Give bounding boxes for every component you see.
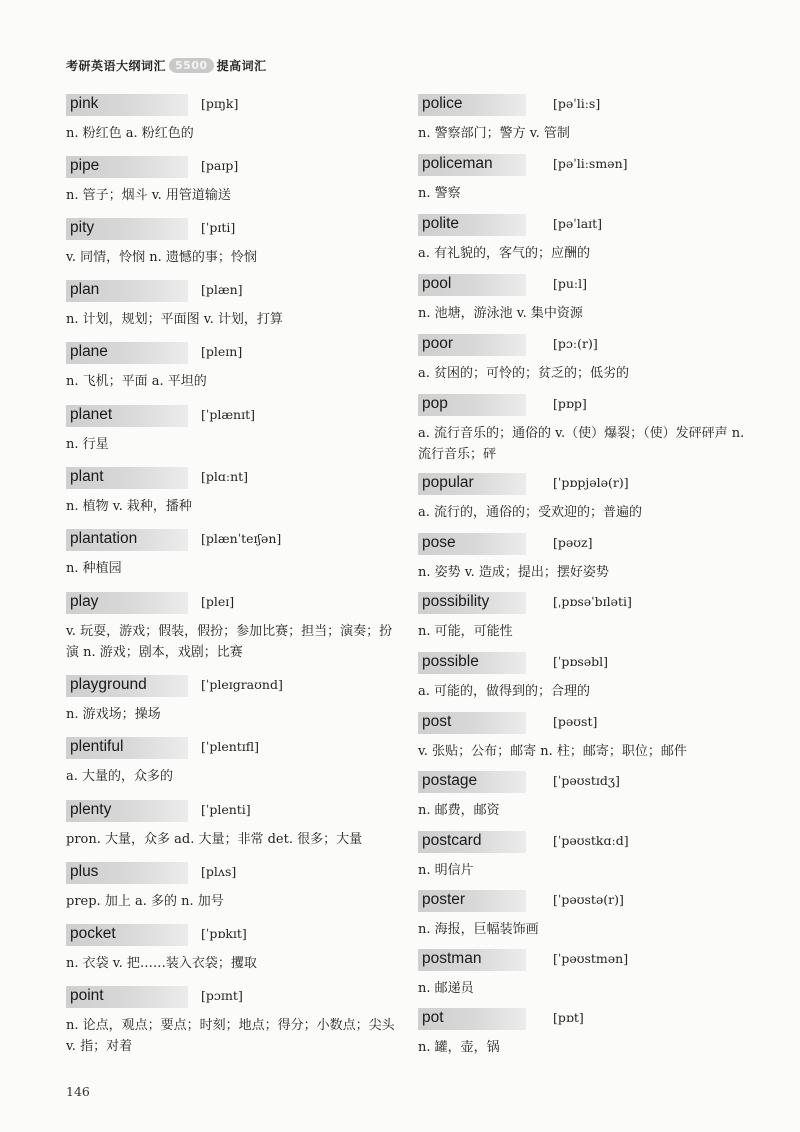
- definition: a. 可能的，做得到的；合理的: [418, 684, 591, 699]
- dictionary-entry: [66, 986, 396, 1057]
- entry-headword-row: [66, 156, 396, 180]
- headword: postcard: [422, 832, 482, 849]
- phonetic: [ˈpleɪgraʊnd]: [201, 677, 283, 692]
- headword: playground: [70, 676, 147, 693]
- phonetic: [pəˈliːsmən]: [553, 156, 628, 171]
- phonetic: [ˈpəʊstmən]: [553, 951, 629, 966]
- entry-headword-row: [418, 533, 748, 557]
- dictionary-entry: [418, 274, 748, 324]
- headword-highlight: [418, 533, 526, 555]
- headword: postage: [422, 772, 478, 789]
- header-badge: 5500: [169, 58, 214, 73]
- entry-headword-row: [418, 334, 748, 358]
- dictionary-entry: [66, 592, 396, 663]
- headword-highlight: [66, 675, 188, 697]
- dictionary-entry: [66, 924, 396, 974]
- definition: n. 警察部门；警方 v. 管制: [418, 126, 570, 141]
- entry-headword-row: [66, 862, 396, 886]
- dictionary-entry: [418, 394, 748, 465]
- headword-highlight: [66, 986, 188, 1008]
- definition: v. 同情，怜悯 n. 遗憾的事；怜悯: [66, 250, 257, 265]
- entry-headword-row: [418, 154, 748, 178]
- dictionary-entry: [66, 156, 396, 206]
- headword-highlight: [66, 467, 188, 489]
- headword: point: [70, 987, 104, 1004]
- headword: postman: [422, 950, 482, 967]
- dictionary-entry: [418, 592, 748, 642]
- phonetic: [ˈpəʊstə(r)]: [553, 892, 624, 907]
- phonetic: [plʌs]: [201, 864, 237, 879]
- headword-highlight: [418, 214, 526, 236]
- dictionary-entry: [418, 473, 748, 523]
- headword: plant: [70, 468, 104, 485]
- definition: n. 罐，壶，锅: [418, 1040, 500, 1055]
- headword-highlight: [66, 218, 188, 240]
- definition: n. 明信片: [418, 863, 474, 878]
- entry-headword-row: [418, 831, 748, 855]
- phonetic: [plænˈteɪʃən]: [201, 531, 282, 546]
- headword: pocket: [70, 925, 116, 942]
- entry-headword-row: [66, 986, 396, 1010]
- headword: pool: [422, 275, 452, 292]
- definition: n. 邮递员: [418, 981, 474, 996]
- headword-highlight: [418, 949, 526, 971]
- headword: plan: [70, 281, 100, 298]
- headword: popular: [422, 474, 474, 491]
- definition: n. 植物 v. 栽种，播种: [66, 499, 192, 514]
- headword: plus: [70, 863, 99, 880]
- headword-highlight: [418, 652, 526, 674]
- definition: n. 衣袋 v. 把……装入衣袋；攫取: [66, 956, 257, 971]
- definition: n. 行星: [66, 437, 109, 452]
- phonetic: [pəʊz]: [553, 535, 593, 550]
- entry-headword-row: [418, 1008, 748, 1032]
- dictionary-entry: [66, 467, 396, 517]
- definition: n. 警察: [418, 186, 461, 201]
- headword: poor: [422, 335, 454, 352]
- headword-highlight: [66, 529, 188, 551]
- headword-highlight: [418, 94, 526, 116]
- entry-headword-row: [418, 274, 748, 298]
- header-subtitle: 提高词汇: [216, 59, 267, 73]
- headword-highlight: [418, 334, 526, 356]
- dictionary-entry: [418, 94, 748, 144]
- phonetic: [ˈpɒsəbl]: [553, 654, 609, 669]
- headword-highlight: [418, 890, 526, 912]
- definition: a. 流行音乐的；通俗的 v.（使）爆裂；（使）发砰砰声 n. 流行音乐；砰: [418, 426, 745, 462]
- phonetic: [pɒt]: [553, 1010, 584, 1025]
- phonetic: [ˌpɒsəˈbɪləti]: [553, 594, 632, 609]
- headword: poster: [422, 891, 466, 908]
- entry-headword-row: [418, 94, 748, 118]
- headword-highlight: [418, 831, 526, 853]
- phonetic: [plæn]: [201, 282, 243, 297]
- dictionary-entry: [66, 529, 396, 579]
- definition: n. 粉红色 a. 粉红色的: [66, 126, 194, 141]
- entry-headword-row: [418, 652, 748, 676]
- headword-highlight: [418, 154, 526, 176]
- headword-highlight: [418, 1008, 526, 1030]
- phonetic: [pɔː(r)]: [553, 336, 598, 351]
- phonetic: [pɪŋk]: [201, 96, 239, 111]
- headword-highlight: [66, 737, 188, 759]
- headword-highlight: [66, 94, 188, 116]
- dictionary-entry: [66, 280, 396, 330]
- definition: n. 飞机；平面 a. 平坦的: [66, 374, 207, 389]
- headword-highlight: [418, 274, 526, 296]
- headword-highlight: [66, 405, 188, 427]
- definition: n. 可能，可能性: [418, 624, 513, 639]
- headword-highlight: [66, 862, 188, 884]
- headword-highlight: [66, 342, 188, 364]
- definition: a. 有礼貌的，客气的；应酬的: [418, 246, 591, 261]
- headword: possible: [422, 653, 479, 670]
- headword: planet: [70, 406, 113, 423]
- dictionary-entry: [418, 831, 748, 881]
- definition: v. 玩耍，游戏；假装，假扮；参加比赛；担当；演奏；扮演 n. 游戏；剧本，戏剧；比赛: [66, 624, 393, 660]
- entry-headword-row: [66, 800, 396, 824]
- phonetic: [ˈpɪti]: [201, 220, 236, 235]
- phonetic: [pəʊst]: [553, 714, 598, 729]
- phonetic: [ˈpɒpjələ(r)]: [553, 475, 629, 490]
- headword: plenty: [70, 801, 112, 818]
- entry-headword-row: [66, 737, 396, 761]
- entry-headword-row: [418, 771, 748, 795]
- definition: a. 贫困的；可怜的；贫乏的；低劣的: [418, 366, 630, 381]
- definition: n. 管子；烟斗 v. 用管道输送: [66, 188, 231, 203]
- dictionary-entry: [418, 334, 748, 384]
- headword-highlight: [66, 800, 188, 822]
- dictionary-entry: [418, 214, 748, 264]
- definition: n. 姿势 v. 造成；提出；摆好姿势: [418, 565, 609, 580]
- headword: plantation: [70, 530, 138, 547]
- dictionary-entry: [66, 737, 396, 787]
- dictionary-entry: [418, 533, 748, 583]
- headword-highlight: [418, 394, 526, 416]
- headword: play: [70, 593, 99, 610]
- entry-headword-row: [418, 592, 748, 616]
- phonetic: [ˈpɒkɪt]: [201, 926, 247, 941]
- definition: prep. 加上 a. 多的 n. 加号: [66, 894, 224, 909]
- headword: pop: [422, 395, 448, 412]
- dictionary-entry: [66, 218, 396, 268]
- entry-headword-row: [66, 94, 396, 118]
- definition: n. 游戏场；操场: [66, 707, 161, 722]
- definition: a. 大量的，众多的: [66, 769, 174, 784]
- dictionary-entry: [418, 652, 748, 702]
- phonetic: [plɑːnt]: [201, 469, 249, 484]
- phonetic: [ˈpəʊstkɑːd]: [553, 833, 629, 848]
- dictionary-entry: [66, 342, 396, 392]
- headword: plentiful: [70, 738, 124, 755]
- phonetic: [ˈplænɪt]: [201, 407, 256, 422]
- headword: pity: [70, 219, 95, 236]
- headword-highlight: [418, 592, 526, 614]
- phonetic: [pəˈliːs]: [553, 96, 601, 111]
- headword: pose: [422, 534, 456, 551]
- headword: pot: [422, 1009, 444, 1026]
- headword: policeman: [422, 155, 493, 172]
- dictionary-entry: [418, 771, 748, 821]
- dictionary-entry: [66, 94, 396, 144]
- definition: n. 种植园: [66, 561, 122, 576]
- dictionary-entry: [66, 800, 396, 850]
- headword: possibility: [422, 593, 490, 610]
- definition: n. 邮费，邮资: [418, 803, 500, 818]
- dictionary-entry: [418, 1008, 748, 1058]
- headword-highlight: [418, 473, 526, 495]
- definition: pron. 大量，众多 ad. 大量；非常 det. 很多；大量: [66, 832, 363, 847]
- entry-headword-row: [66, 592, 396, 616]
- headword-highlight: [66, 280, 188, 302]
- entry-headword-row: [418, 890, 748, 914]
- dictionary-entry: [66, 862, 396, 912]
- phonetic: [ˈplentɪfl]: [201, 739, 259, 754]
- phonetic: [ˈpəʊstɪdʒ]: [553, 773, 620, 788]
- headword: police: [422, 95, 463, 112]
- entry-headword-row: [418, 712, 748, 736]
- entry-headword-row: [66, 405, 396, 429]
- phonetic: [puːl]: [553, 276, 588, 291]
- headword-highlight: [66, 924, 188, 946]
- definition: n. 计划，规划；平面图 v. 计划，打算: [66, 312, 283, 327]
- entry-headword-row: [66, 924, 396, 948]
- definition: n. 池塘，游泳池 v. 集中资源: [418, 306, 583, 321]
- headword: post: [422, 713, 452, 730]
- phonetic: [ˈplenti]: [201, 802, 251, 817]
- headword-highlight: [418, 771, 526, 793]
- running-header: [66, 57, 267, 74]
- entry-headword-row: [66, 467, 396, 491]
- dictionary-entry: [66, 675, 396, 725]
- phonetic: [pɔɪnt]: [201, 988, 243, 1003]
- entry-headword-row: [418, 949, 748, 973]
- entry-headword-row: [418, 473, 748, 497]
- phonetic: [pɒp]: [553, 396, 587, 411]
- definition: n. 论点，观点；要点；时刻；地点；得分；小数点；尖头 v. 指；对着: [66, 1018, 395, 1054]
- definition: n. 海报，巨幅装饰画: [418, 922, 539, 937]
- headword-highlight: [418, 712, 526, 734]
- dictionary-entry: [66, 405, 396, 455]
- entry-headword-row: [66, 675, 396, 699]
- headword: pipe: [70, 157, 100, 174]
- headword: plane: [70, 343, 108, 360]
- headword: pink: [70, 95, 99, 112]
- entry-headword-row: [66, 529, 396, 553]
- phonetic: [paɪp]: [201, 158, 239, 173]
- dictionary-entry: [418, 154, 748, 204]
- entry-headword-row: [66, 218, 396, 242]
- entry-headword-row: [418, 394, 748, 418]
- entry-headword-row: [418, 214, 748, 238]
- definition: v. 张贴；公布；邮寄 n. 柱；邮寄；职位；邮件: [418, 744, 687, 759]
- phonetic: [pleɪn]: [201, 344, 243, 359]
- phonetic: [pəˈlaɪt]: [553, 216, 603, 231]
- headword-highlight: [66, 156, 188, 178]
- dictionary-entry: [418, 949, 748, 999]
- headword: polite: [422, 215, 460, 232]
- dictionary-entry: [418, 712, 748, 762]
- page-number: 146: [66, 1084, 90, 1099]
- dictionary-entry: [418, 890, 748, 940]
- header-title: 考研英语大纲词汇: [66, 59, 167, 73]
- entry-headword-row: [66, 342, 396, 366]
- headword-highlight: [66, 592, 188, 614]
- phonetic: [pleɪ]: [201, 594, 235, 609]
- entry-headword-row: [66, 280, 396, 304]
- definition: a. 流行的，通俗的；受欢迎的；普遍的: [418, 505, 643, 520]
